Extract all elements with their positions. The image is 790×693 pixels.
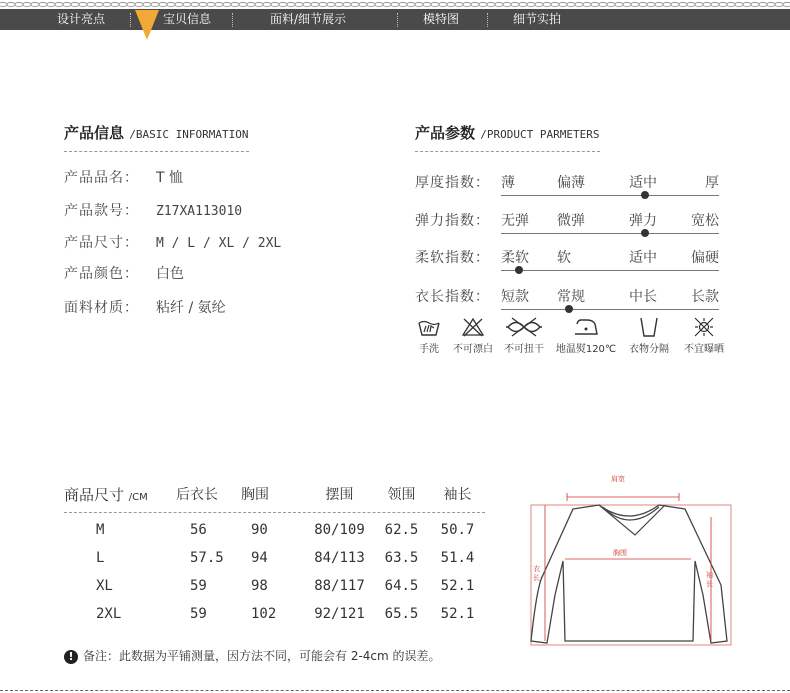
param-track (501, 195, 719, 196)
table-cell: 84/113 (314, 550, 365, 566)
care-label: 不可漂白 (453, 344, 493, 355)
care-item (554, 316, 618, 355)
size-note-text: 备注：此数据为平铺测量，因方法不同，可能会有 2-4cm 的误差。 (83, 649, 441, 663)
size-table-header (64, 480, 485, 508)
param-label: 柔软指数： (415, 250, 490, 266)
param-track (501, 233, 719, 234)
param-option: 厚 (705, 175, 719, 191)
table-cell: 90 (251, 522, 268, 538)
param-option: 适中 (629, 175, 657, 191)
length-label: 衣长 (533, 565, 540, 582)
param-label: 衣长指数： (415, 289, 490, 305)
param-row (415, 247, 735, 275)
bottom-divider (0, 690, 790, 691)
care-label: 不宜曝晒 (684, 344, 724, 355)
care-label: 不可扭干 (504, 344, 544, 355)
param-indicator-dot (641, 191, 649, 199)
param-indicator-dot (565, 305, 573, 313)
table-cell: 92/121 (314, 606, 365, 622)
table-cell: 64.5 (384, 578, 419, 594)
table-cell: 57.5 (190, 550, 224, 566)
info-row-style-no (64, 200, 242, 220)
nav-item-design[interactable]: 设计亮点 (57, 12, 106, 26)
param-option: 适中 (629, 250, 657, 266)
table-cell: 59 (190, 578, 207, 594)
top-nav (0, 9, 790, 30)
garment-diagram (529, 475, 734, 653)
active-nav-arrow-icon (135, 10, 159, 40)
nav-separator (130, 13, 131, 27)
care-label: 衣物分隔 (629, 344, 669, 355)
table-cell: 56 (190, 522, 207, 538)
info-value: T 恤 (156, 170, 184, 186)
table-row (64, 600, 485, 628)
param-track (501, 309, 719, 310)
table-row (64, 572, 485, 600)
param-option: 长款 (691, 289, 719, 305)
nav-item-product-info[interactable]: 宝贝信息 (163, 12, 212, 26)
table-row (64, 544, 485, 572)
separate-wash-icon (637, 316, 661, 338)
param-option: 弹力 (629, 213, 657, 229)
param-row (415, 172, 735, 200)
info-label: 产品款号： (64, 203, 139, 219)
param-row (415, 210, 735, 238)
column-header: 后衣长 (176, 487, 218, 503)
table-cell: 59 (190, 606, 207, 622)
size-header-text: 商品尺寸 (64, 485, 125, 504)
care-instructions (412, 316, 732, 362)
size-cell: XL (96, 578, 113, 594)
nav-separator (397, 13, 398, 27)
product-info-subtitle: /BASIC INFORMATION (129, 128, 249, 141)
product-params-title: 产品参数 (415, 124, 476, 142)
nav-separator (487, 13, 488, 27)
info-row-name (64, 167, 183, 187)
info-value: 白色 (156, 266, 184, 282)
table-cell: 94 (251, 550, 268, 566)
param-option: 柔软 (501, 250, 529, 266)
info-row-material (64, 297, 226, 317)
tshirt-outline (531, 505, 727, 643)
product-info-heading (64, 122, 248, 143)
chest-label: 胸围 (613, 549, 627, 557)
table-cell: 102 (251, 606, 277, 622)
param-track (501, 270, 719, 271)
table-cell: 62.5 (384, 522, 419, 538)
size-cell: 2XL (96, 606, 122, 622)
size-cell: M (96, 522, 105, 538)
shoulder-label: 肩宽 (611, 475, 625, 483)
care-item (624, 316, 674, 355)
column-header: 袖长 (443, 487, 472, 503)
no-sun-dry-icon (692, 316, 716, 338)
info-label: 产品品名： (64, 170, 139, 186)
param-option: 偏薄 (557, 175, 585, 191)
param-option: 中长 (629, 289, 657, 305)
param-label: 弹力指数： (415, 213, 490, 229)
product-info-title: 产品信息 (64, 124, 125, 142)
param-option: 薄 (501, 175, 515, 191)
nav-item-details[interactable]: 细节实拍 (513, 12, 562, 26)
table-cell: 98 (251, 578, 268, 594)
param-option: 软 (557, 250, 571, 266)
no-bleach-icon (461, 316, 485, 338)
info-value: Z17XA113010 (156, 204, 243, 219)
care-item (500, 316, 548, 355)
table-cell: 65.5 (384, 606, 419, 622)
care-item (448, 316, 498, 355)
divider (64, 151, 249, 152)
size-cell: L (96, 550, 105, 566)
nav-item-fabric[interactable]: 面料/细节展示 (270, 12, 347, 26)
param-option: 微弹 (557, 213, 585, 229)
param-indicator-dot (641, 229, 649, 237)
info-value: M / L / XL / 2XL (156, 236, 282, 251)
param-label: 厚度指数： (415, 175, 490, 191)
no-wring-icon (504, 316, 544, 338)
table-cell: 80/109 (314, 522, 365, 538)
nav-separator (232, 13, 233, 27)
size-note (64, 647, 441, 664)
info-row-color (64, 263, 184, 283)
table-cell: 52.1 (440, 578, 475, 594)
info-label: 面料材质： (64, 300, 139, 316)
care-label: 手洗 (419, 344, 439, 355)
info-label: 产品颜色： (64, 266, 139, 282)
param-option: 常规 (557, 289, 585, 305)
table-cell: 50.7 (440, 522, 475, 538)
param-option: 短款 (501, 289, 529, 305)
param-option: 偏硬 (691, 250, 719, 266)
info-row-size (64, 232, 281, 252)
table-cell: 52.1 (440, 606, 475, 622)
param-indicator-dot (515, 266, 523, 274)
sleeve-label: 袖长 (706, 571, 713, 588)
divider (64, 512, 485, 513)
table-cell: 51.4 (440, 550, 475, 566)
nav-item-model[interactable]: 模特图 (423, 12, 460, 26)
product-params-subtitle: /PRODUCT PARMETERS (480, 128, 600, 141)
care-label: 地温熨120℃ (555, 344, 617, 355)
param-option: 宽松 (691, 213, 719, 229)
size-table-header-main (64, 480, 176, 508)
table-cell: 63.5 (384, 550, 419, 566)
iron-icon (571, 316, 601, 338)
info-icon: ! (64, 650, 78, 664)
column-header: 领围 (387, 487, 416, 503)
info-value: 粘纤 / 氨纶 (156, 300, 226, 316)
column-header: 胸围 (241, 487, 269, 503)
param-option: 无弹 (501, 213, 529, 229)
info-label: 产品尺寸： (64, 235, 139, 251)
care-item (678, 316, 730, 355)
product-params-heading (415, 122, 599, 143)
nav-decoration (0, 0, 790, 9)
divider (415, 151, 600, 152)
hand-wash-icon (417, 316, 441, 338)
care-item (412, 316, 446, 355)
table-row (64, 516, 485, 544)
size-table (64, 480, 485, 628)
size-header-unit: /CM (128, 491, 148, 503)
param-row (415, 286, 735, 314)
column-header: 摆围 (325, 487, 354, 503)
table-cell: 88/117 (314, 578, 365, 594)
